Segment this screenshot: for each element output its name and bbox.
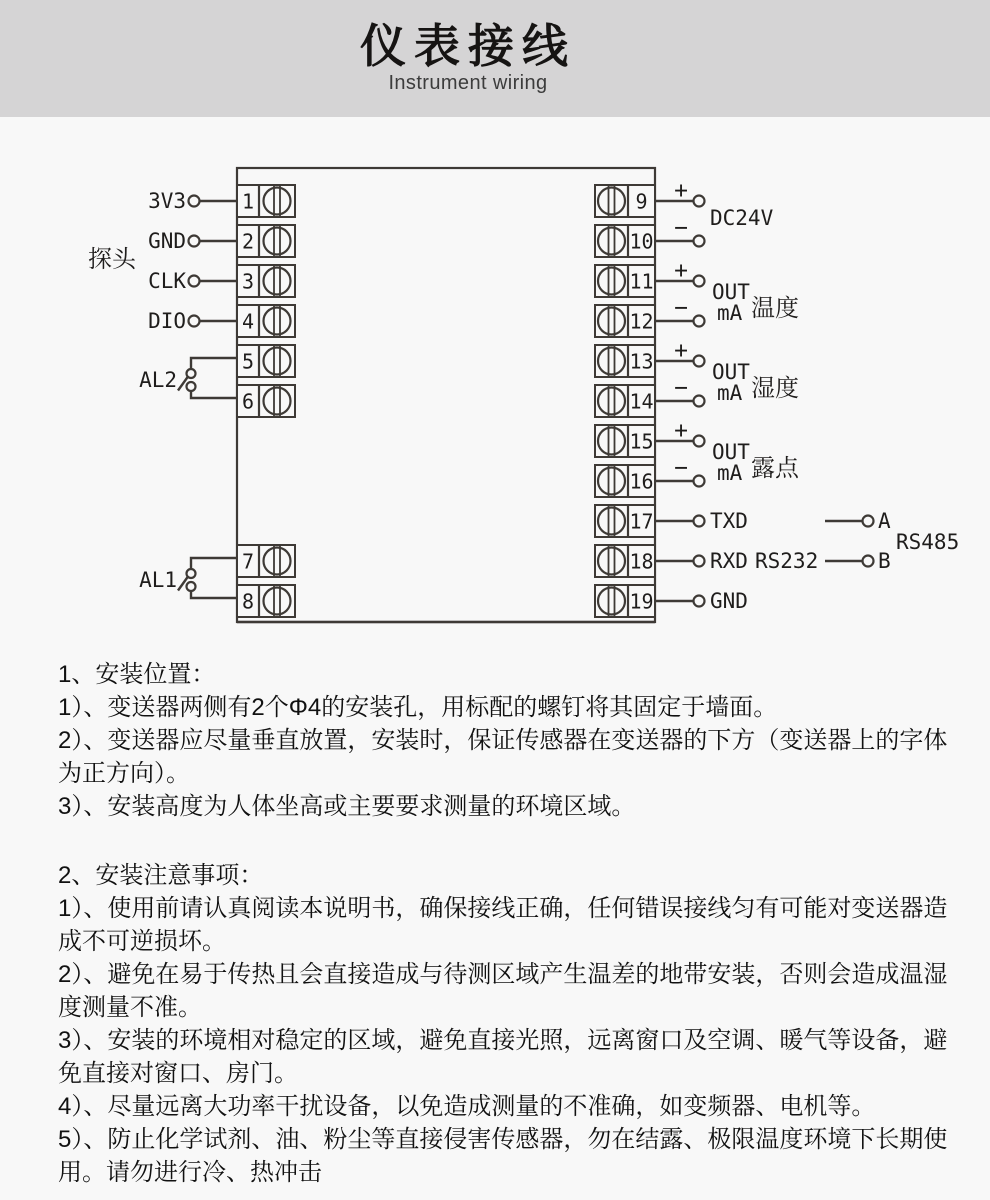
power-label: DC24V (710, 206, 774, 230)
note-line: 4）、尽量远离大功率干扰设备，以免造成测量的不准确，如变频器、电机等。 (58, 1093, 876, 1120)
probe-label: 探头 (88, 246, 136, 273)
terminal-number: 18 (629, 549, 654, 574)
terminal-number: 19 (629, 589, 654, 614)
note-line: 1）、变送器两侧有2个Φ4的安装孔，用标配的螺钉将其固定于墙面。 (58, 694, 778, 721)
pin-circle (694, 556, 705, 567)
pin-circle (863, 516, 874, 527)
terminal-19 (595, 585, 655, 617)
terminal-number: 10 (629, 229, 654, 254)
page-header (0, 0, 990, 117)
polarity-plus: + (674, 258, 688, 284)
note-line: 免直接对窗口、房门。 (58, 1060, 298, 1087)
terminal-number: 16 (629, 469, 654, 494)
pin-label: 3V3 (148, 189, 186, 213)
pin-circle (863, 556, 874, 567)
wire-txd (655, 509, 748, 533)
notes-section-2 (58, 859, 958, 1189)
note-line: 3）、安装的环境相对稳定的区域，避免直接光照，远离窗口及空调、暖气等设备，避 (58, 1027, 948, 1054)
ma-label: mA (717, 461, 743, 485)
wiring-diagram (0, 115, 990, 655)
pin-clk (148, 269, 237, 293)
pin-circle (694, 236, 705, 247)
polarity-minus: − (674, 375, 688, 401)
note-line: 5）、防止化学试剂、油、粉尘等直接侵害传感器，勿在结露、极限温度环境下长期使 (58, 1126, 948, 1153)
section-heading: 1、安装位置： (58, 661, 216, 688)
channel-label: 露点 (751, 455, 799, 482)
wire-humidity-plus (655, 338, 705, 367)
terminal-number: 12 (629, 309, 654, 334)
wire-dewpoint-plus (655, 418, 705, 447)
gnd-label: GND (710, 589, 748, 613)
polarity-minus: − (674, 215, 688, 241)
pin-circle (694, 316, 705, 327)
terminal-number: 1 (241, 189, 255, 214)
page-subtitle: Instrument wiring (388, 72, 548, 94)
wire-dc24v-minus (655, 215, 705, 247)
pin-dio (148, 309, 237, 333)
note-line: 用。请勿进行冷、热冲击 (58, 1159, 322, 1186)
note-line: 2）、避免在易于传热且会直接造成与待测区域产生温差的地带安装，否则会造成温湿 (58, 961, 948, 988)
pin-label: DIO (148, 309, 186, 333)
pin-circle (694, 396, 705, 407)
terminal-5 (237, 345, 295, 377)
note-line: 为正方向）。 (58, 760, 190, 787)
wire-dewpoint-minus (655, 455, 705, 487)
rs485-line-b (825, 549, 891, 573)
terminal-number: 4 (241, 309, 255, 334)
output-humidity-label (712, 360, 799, 405)
note-line: 1）、使用前请认真阅读本说明书，确保接线正确，任何错误接线匀有可能对变送器造 (58, 895, 948, 922)
section-heading: 2、安装注意事项： (58, 862, 264, 889)
alarm-al2 (139, 358, 237, 398)
terminal-9 (595, 185, 655, 217)
terminal-6 (237, 385, 295, 417)
pin-circle (694, 596, 705, 607)
terminal-16 (595, 465, 655, 497)
terminal-number: 8 (241, 589, 255, 614)
pin-label: GND (148, 229, 186, 253)
pin-gnd-probe (148, 229, 237, 253)
terminal-18 (595, 545, 655, 577)
rs485-line-a (825, 509, 891, 533)
out-label: OUT (712, 280, 750, 304)
terminal-number: 17 (629, 509, 654, 534)
terminal-7 (237, 545, 295, 577)
terminal-8 (237, 585, 295, 617)
terminal-number: 5 (241, 349, 255, 374)
terminal-number: 13 (629, 349, 654, 374)
alarm-label: AL2 (139, 368, 177, 392)
wire-humidity-minus (655, 375, 705, 407)
line-b-label: B (878, 549, 891, 573)
pin-3v3 (148, 189, 237, 213)
pin-circle (694, 276, 705, 287)
output-temp-label (712, 280, 799, 325)
wire-dc24v-plus (655, 178, 705, 207)
terminal-10 (595, 225, 655, 257)
page-title: 仪表接线 (360, 20, 576, 72)
polarity-plus: + (674, 178, 688, 204)
terminal-13 (595, 345, 655, 377)
note-line: 成不可逆损坏。 (58, 928, 226, 955)
wire-gnd (655, 589, 748, 613)
ma-label: mA (717, 301, 743, 325)
pin-circle (694, 356, 705, 367)
terminal-number: 3 (241, 269, 255, 294)
polarity-plus: + (674, 418, 688, 444)
header-inner (0, 0, 963, 95)
terminal-2 (237, 225, 295, 257)
terminal-1 (237, 185, 295, 217)
polarity-minus: − (674, 295, 688, 321)
wire-temp-minus (655, 295, 705, 327)
txd-label: TXD (710, 509, 748, 533)
terminal-14 (595, 385, 655, 417)
pin-circle (694, 476, 705, 487)
pin-circle (189, 316, 200, 327)
note-line: 度测量不准。 (58, 994, 202, 1021)
polarity-plus: + (674, 338, 688, 364)
installation-notes (58, 658, 958, 1189)
channel-label: 湿度 (751, 375, 799, 402)
alarm-label: AL1 (139, 568, 177, 592)
pin-circle (694, 436, 705, 447)
terminal-number: 9 (635, 189, 648, 214)
contact-circle (187, 382, 196, 391)
terminal-number: 6 (241, 389, 255, 414)
note-line: 3）、安装高度为人体坐高或主要要求测量的环境区域。 (58, 793, 636, 820)
pin-circle (694, 516, 705, 527)
rs232-label: RS232 (755, 549, 819, 573)
ma-label: mA (717, 381, 743, 405)
terminal-12 (595, 305, 655, 337)
terminal-number: 15 (629, 429, 654, 454)
notes-section-1 (58, 658, 958, 823)
out-label: OUT (712, 440, 750, 464)
alarm-al1 (139, 558, 237, 598)
wire-temp-plus (655, 258, 705, 287)
polarity-minus: − (674, 455, 688, 481)
terminal-number: 7 (241, 549, 255, 574)
terminal-15 (595, 425, 655, 457)
line-a-label: A (878, 509, 891, 533)
terminal-3 (237, 265, 295, 297)
pin-circle (189, 276, 200, 287)
terminal-11 (595, 265, 655, 297)
output-dewpoint-label (712, 440, 800, 485)
pin-circle (189, 236, 200, 247)
terminal-17 (595, 505, 655, 537)
pin-circle (694, 196, 705, 207)
terminal-number: 11 (629, 269, 654, 294)
rxd-label: RXD (710, 549, 748, 573)
contact-circle (187, 582, 196, 591)
terminal-number: 2 (241, 229, 255, 254)
transmitter-body-outline (237, 168, 655, 622)
terminal-4 (237, 305, 295, 337)
terminal-number: 14 (629, 389, 654, 414)
note-line: 2）、变送器应尽量垂直放置，安装时，保证传感器在变送器的下方（变送器上的字体 (58, 727, 948, 754)
out-label: OUT (712, 360, 750, 384)
rs485-label: RS485 (896, 530, 960, 554)
channel-label: 温度 (751, 295, 799, 322)
pin-label: CLK (148, 269, 186, 293)
pin-circle (189, 196, 200, 207)
wire-rxd (655, 549, 818, 573)
